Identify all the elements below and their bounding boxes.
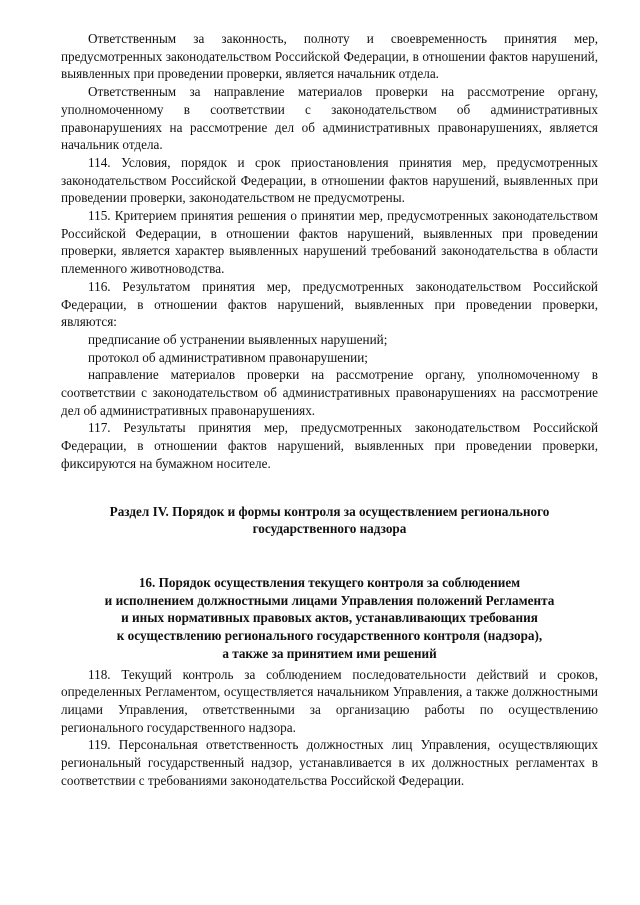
section-title bbox=[61, 503, 598, 538]
document-page bbox=[61, 30, 598, 789]
section-title-line: государственного надзора bbox=[252, 521, 407, 537]
paragraph-116: 116. Результатом принятия мер, предусмотренных законодательством Российской Федерации, в отношении фактов нарушений, выявленных при проведении проверки, являются: bbox=[61, 278, 598, 330]
paragraph-119: 119. Персональная ответственность должностных лиц Управления, осуществляющих региональный государственный надзор, устанавливается в их должностных регламентах в соответствии с требованиями законодательства Российской Федерации. bbox=[61, 737, 598, 788]
paragraph-117: 117. Результаты принятия мер, предусмотренных законодательством Российской Федерации, в отношении фактов нарушений, выявленных при проведении проверки, фиксируются на бумажном носителе. bbox=[61, 420, 598, 471]
list-item-referral: направление материалов проверки на рассмотрение органу, уполномоченному в соответствии с законодательством об административных правонарушениях на рассмотрение дел об административных правонарушениях. bbox=[61, 367, 598, 418]
subsection-title bbox=[61, 574, 598, 663]
paragraph-115: 115. Критерием принятия решения о принятии мер, предусмотренных законодательством Российской Федерации, в отношении фактов нарушений, выявленных при проведении проверки, является характер выявленных нарушений требований законодательства в области племенного животноводства. bbox=[61, 208, 598, 277]
paragraph-118: 118. Текущий контроль за соблюдением последовательности действий и сроков, определенных Регламентом, осуществляется начальником Управления, а также должностными лицами Управления, ответственными за организацию работы по осуществлению регионального государственного надзора. bbox=[61, 666, 598, 735]
paragraph-114: 114. Условия, порядок и срок приостановления принятия мер, предусмотренных законодательством Российской Федерации, в отношении фактов нарушений, выявленных при проведении проверки, законодательством не предусмотрены. bbox=[61, 154, 598, 206]
list-item-protocol: протокол об административном правонарушении; bbox=[88, 349, 368, 365]
subsection-title-line: и исполнением должностными лицами Управления положений Регламента bbox=[104, 592, 555, 608]
section-title-line: Раздел IV. Порядок и формы контроля за осуществлением регионального bbox=[109, 503, 550, 519]
subsection-title-line: 16. Порядок осуществления текущего контроля за соблюдением bbox=[138, 574, 521, 590]
subsection-title-line: а также за принятием ими решений bbox=[222, 645, 437, 661]
subsection-title-line: к осуществлению регионального государственного контроля (надзора), bbox=[116, 628, 543, 644]
paragraph-responsible-legality: Ответственным за законность, полноту и своевременность принятия мер, предусмотренных законодательством Российской Федерации, в отношении фактов нарушений, выявленных при проведении проверки, является начальник отдела. bbox=[61, 31, 598, 82]
list-item-order: предписание об устранении выявленных нарушений; bbox=[88, 331, 388, 347]
paragraph-responsible-materials: Ответственным за направление материалов проверки на рассмотрение органу, уполномоченному в соответствии с законодательством об административных правонарушениях на рассмотрение дел об административных правонарушениях, является начальник отдела. bbox=[61, 84, 598, 153]
subsection-title-line: и иных нормативных правовых актов, устанавливающих требования bbox=[121, 610, 538, 626]
